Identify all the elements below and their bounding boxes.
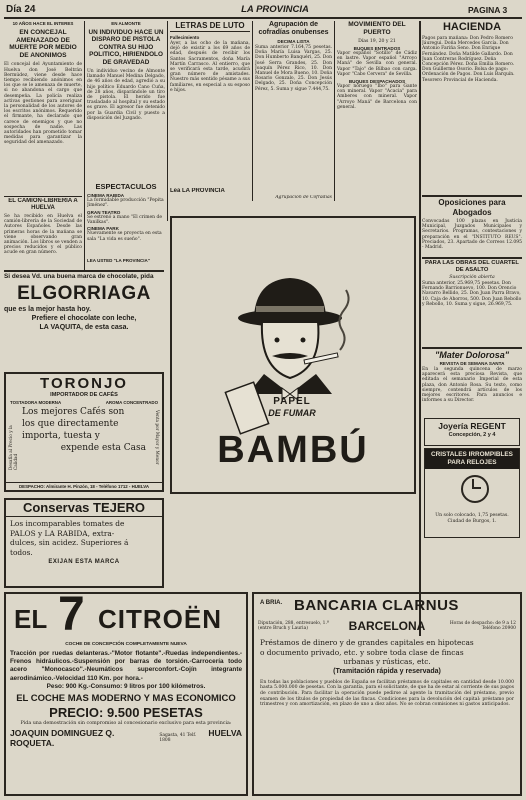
toronjo-side-right: Venta por Mayor y Menor [155, 410, 160, 465]
toronjo-message-line: importa, tuesta y [22, 431, 100, 441]
espectaculos [87, 182, 165, 268]
citroen-features: Tracción por ruedas delanteras.-"Motor flotante".-Ruedas independientes.-Frenos hidráulicos.-Suspensión por barras de torsión.-Carrocería todo acero "Monocasco".-Neumáticos superconfort.-Cojín integrante aerodinámico.-Velocidad 110 Km. por hora.- [10, 650, 242, 682]
clarnus-line: (Tramitación rápida y reservada) [333, 667, 441, 675]
col1-divider [4, 196, 82, 197]
header-day: Día 24 [6, 4, 36, 15]
header-page-number: PAGINA 3 [468, 5, 508, 15]
cofradias-body: Suma anterior 7.164,75 pesetas. Doña María Luisa Vargas, 25. Don Humberto Banquéri, 25. Don José Serra Grandes, 25. Don Joaquín Pérez Rico, 10. Don Manuel de Mora Bueno, 10. Doña Rosario Gonzalo, 25. Don Jesús Delgado, 25. Doña Concepción Pérez, 5. Suma y sigue 7.444,75. [255, 45, 332, 92]
article-camion [4, 198, 82, 268]
right-rule-1 [422, 195, 522, 197]
cristales-banner: CRISTALES IRROMPIBLES PARA RELOJES [425, 449, 519, 469]
listing-venue: CINEMA RABIDA [87, 193, 125, 198]
toronjo-brand: TORONJO [40, 375, 128, 392]
elgorriaga-top-rule [4, 270, 164, 272]
header-masthead: LA PROVINCIA [241, 4, 309, 15]
obras-body: Suma anterior, 25.969,75 pesetas. Don Fernando Barrionuevo, 100. Don Orencio Navarro Bellido, 25. Don Juan Parra Bravo, 10. Caja de Ahorros, 500. Don Juan Rebollo y Rebollo, 10. Suma y sigue, 26.969,75. [422, 281, 522, 307]
joyeria-name: Joyería REGENT [438, 421, 506, 431]
toronjo-left: TOSTADORA MODERNA [10, 400, 62, 405]
cristales-price: Un solo colocado, 1,75 pesetas. [435, 513, 509, 518]
puerto-heading: MOVIMIENTO DEL PUERTO [348, 21, 406, 36]
article-headline-2: EL CAMION-LIBRERIA A HUELVA [8, 198, 78, 211]
bambu-line2: DE FUMAR [268, 408, 316, 418]
oposiciones [422, 198, 522, 256]
clarnus-address-line [254, 616, 520, 636]
elgorriaga-line2: que es la mejor hasta hoy. [4, 306, 92, 313]
toronjo-message-line: expende esta Casa [60, 443, 146, 453]
article-puerto [337, 21, 417, 201]
elgorriaga-line3: Prefiere el chocolate con leche, [31, 315, 137, 322]
clarnus-line: urbanas y rústicas, etc. [343, 657, 431, 667]
luto-subheading: Fallecimiento [170, 35, 200, 40]
article-almonte [87, 21, 165, 181]
puerto-despachados-body: Vapor noruego "Ibo" para Gante con mineral. Vapor "Acacia" para Amberes con mineral. Vapor "Arroyo Maná" de Barcelona con general. [337, 84, 417, 110]
citroen-weight: Peso: 900 Kg.-Consumo: 9 litros por 100 kilómetros. [46, 682, 206, 690]
oposiciones-heading: Oposiciones para Abogados [438, 198, 506, 217]
citroen-price: PRECIO: 9.500 PESETAS [49, 705, 203, 721]
citroen-brand: CITROËN [98, 604, 222, 634]
listing-text: Nuevamente se proyecta en esta sala "La vida es sueño". [87, 231, 162, 242]
col-divider-5 [419, 21, 421, 636]
watch-icon [461, 475, 489, 503]
mater-body: En la segunda quincena de marzo aparecerá esta preciosa Revista, que editada el semanario Imperial de esta plaza, don Antonio Rosa. Su texto, como siempre, contendrá artículos de los mejores escritores. Para anuncios e informes a su Director. [422, 367, 522, 404]
col-divider-2 [167, 21, 168, 221]
col-divider-1 [84, 21, 85, 271]
col2-signature: LEA USTED "LA PROVINCIA" [87, 258, 150, 263]
listing-venue: GRAN TEATRO [87, 209, 121, 215]
cofradias-subheading: DECIMA LISTA [277, 39, 310, 44]
clarnus-body: En todas las poblaciones y pueblos de España se facilitan préstamos de capitales en cantidad desde 10.000 hasta 5.000.000 de pesetas. Con la garantía, para el solicitante, de que ha de estar al corriente de sus pagos de contribución. Para facilitar la operación puede pedirse al agente la tramitación del préstamo, previo examen de los títulos de propiedad de las fincas. Condiciones para la devolución del capital: préstamo por trimestres y con amortización, en plazo de uno a diez años. No se cobran comisiones ni gastos anticipados. [260, 679, 514, 708]
smoke [339, 290, 348, 350]
article-kicker: 10 AÑOS HACE EL INTERES [12, 21, 74, 26]
clarnus-city: BARCELONA [348, 619, 426, 633]
article-headline: UN INDIVIDUO HACE UN DISPARO DE PISTOLA CONTRA SU HIJO POLITICO, HIRIENDOLO DE GRAVEDAD [88, 29, 164, 66]
face [262, 322, 319, 378]
elgorriaga-line4: LA VAQUITA, de esta casa. [39, 324, 129, 331]
col-divider-4 [334, 21, 335, 201]
eye [275, 338, 280, 343]
header-rule [4, 17, 522, 19]
obras-heading: PARA LAS OBRAS DEL CUARTEL DE ASALTO [425, 260, 519, 273]
col-divider-3 [252, 21, 253, 201]
toronjo-right: AROMA CONCENTRADO [105, 400, 158, 405]
clarnus-header [254, 594, 520, 616]
listing-text: La formidable producción "Pepita Jiménez". [87, 198, 164, 209]
right-rule-3 [422, 347, 522, 349]
toronjo-message [6, 406, 162, 454]
joyeria-address: Concepción, 2 y 4 [448, 432, 496, 438]
tejero-brand: Conservas TEJERO [6, 500, 162, 517]
elgorriaga-brand: ELGORRIAGA [17, 283, 151, 304]
article-concejal [4, 21, 82, 209]
citroen-note: Pida una demostración sin compromiso al concesionario exclusivo para esta provincia: [20, 721, 232, 727]
clarnus-ad [252, 592, 522, 796]
citroen-dealer: JOAQUIN DOMINGUEZ Q. ROQUETA. [10, 728, 115, 749]
cofradias-signature: Agrupación de Cofradías [275, 195, 332, 200]
puerto-dates: Días 19, 20 y 21 [358, 39, 396, 44]
toronjo-message-line: Los mejores Cafés son [22, 407, 125, 417]
clarnus-prefix: A BRIA. [260, 600, 283, 606]
hat-band [256, 306, 324, 312]
clarnus-left: Diputación, 288, entresuelo, 1.ª (entre Bruch y Lauria) [258, 620, 329, 631]
watch-hand [473, 487, 481, 489]
toronjo-footer: DESPACHO: Almirante H. Pinzón, 18 - Teléfono 1712 - HUELVA [6, 482, 162, 489]
clarnus-line: Préstamos de dinero y de grandes capitales en hipotecas [260, 638, 474, 647]
article-body-2: Se ha recibido en Huelva el camión-librería de la Sociedad de Autores Españoles. Desde las primeras horas de la mañana se viene observando gran animación. Los libros se venden a precios reducidos y el público acude en gran número. [4, 214, 82, 256]
hacienda-body: Pagos para mañana: Don Pedro Romero Jáuregui. Doña Mercedes García. Don Antonio Fariña Seno. Don Enrique Fernández. Doña Matilde Gallardo. Don Juan Contreras Rodríguez. Doña Concepción Pérez. Doña Emilia Romero. Don Guillermo Osorio. Bolsa de pago: Ordenación de Pagos. Don Luis Barquín. Tesorero Provincial de Hacienda. [422, 36, 515, 83]
toronjo-ad [4, 372, 164, 492]
citroen-dealer-address: Sagasta, 41 Telf. 1808 [159, 733, 197, 744]
luto-heading: LETRAS DE LUTO [170, 21, 250, 32]
hacienda-heading: HACIENDA [442, 21, 502, 33]
toronjo-side-left: Desafía al Precio y la Calidad [8, 425, 18, 470]
article-luto [170, 21, 250, 196]
clarnus-right: Horas de despacho: de 9 a 12 Teléfono 20900 [449, 620, 516, 631]
mater-heading: "Mater Dolorosa" [434, 350, 510, 360]
citroen-ad [4, 592, 248, 796]
mater-subheading: REVISTA DE SEMANA SANTA [439, 361, 505, 366]
bambu-ad [170, 216, 416, 494]
article-cofradias [255, 21, 332, 201]
article-body: Un individuo vecino de Almonte llamado Manuel Medina Delgado, de 46 años de edad, agredió a su hijo político Eduardo Cano Cuña, de 28 años, disparándole un tiro de pistola. El herido fue trasladado al hospital y su estado es grave. El agresor fue detenido por la Guardia Civil y puesto a disposición del Juzgado. [87, 69, 165, 121]
citroen-dealer-line [6, 727, 246, 749]
clarnus-brand: BANCARIA CLARNUS [294, 597, 459, 614]
article-body: El concejal del Ayuntamiento de Huelva don José Beltrán Bermúdez, viene desde hace tiempo recibiendo anónimos en los que se le amenaza de muerte, si no abandona el cargo que desempeña. La policía realiza activas gestiones para averiguar la personalidad de los autores de los escritos anónimos. Requerido el firmante, ha declarado que carece de enemigos y que no sospecha de nadie. Las autoridades han prometido tomar medidas para garantizar la seguridad del amenazado. [4, 62, 82, 146]
hacienda [422, 21, 522, 196]
toronjo-tagline: IMPORTADOR DE CAFÉS [50, 392, 118, 398]
elgorriaga-line1: Si desea Vd. una buena marca de chocolate, pida [4, 273, 154, 280]
article-kicker: EN ALMONTE [111, 21, 141, 26]
tejero-line: PALOS y LA RABIDA, extra- [10, 528, 115, 538]
article-headline: EN CONCEJAL AMENAZADO DE MUERTE POR MEDIO DE ANONIMOS [9, 29, 77, 59]
watch-illustration [425, 469, 519, 513]
tejero-ad [4, 498, 164, 588]
citroen-seven: 7 [58, 592, 85, 641]
obras-cuartel [422, 260, 522, 346]
cristales-ad [424, 448, 520, 538]
clarnus-main [254, 636, 520, 678]
cristales-address: Ciudad de Burgos, 1. [447, 519, 497, 524]
tejero-line: dulces, sin acidez. Superiores á [10, 538, 129, 547]
joyeria-regent-ad [424, 418, 520, 446]
toronjo-message-line: los que directamente [22, 419, 119, 429]
right-rule-2 [422, 257, 522, 259]
tejero-line: todos. [10, 547, 33, 557]
eye [301, 338, 306, 343]
listing-venue: CINEMA PARK [87, 226, 119, 232]
mater-dolorosa [422, 350, 522, 416]
elgorriaga-ad [4, 273, 164, 353]
citroen-city: HUELVA [208, 728, 242, 739]
citroen-headline [6, 594, 246, 640]
citroen-slogan: EL COCHE MAS MODERNO Y MAS ECONOMICO [16, 693, 236, 705]
puerto-entrados-heading: BUQUES ENTRADOS [353, 46, 401, 51]
luto-body: Ayer, a las ocho de la mañana, dejó de existir a los 69 años de edad, después de recibir los Santos Sacramentos, doña María Martín Carrasco. Al entierro, que se verificará esta tarde, acudirá gran número de amistades. Nuestro más sentido pésame a sus familiares, en especial a su esposo e hijos. [170, 41, 250, 93]
tejero-body [6, 517, 162, 568]
oposiciones-body: Convocadas 100 plazas en Justicia Municipal, Juzgados Municipales y Secretarios. Programas, contestaciones y preparación en el "INSTITUTO REUS". Preciados, 23. Apartado de Correos 12.095 - Madrid. [422, 219, 522, 251]
cofradias-heading: Agrupación de cofradías onubenses [258, 21, 329, 36]
puerto-despachados-heading: BUQUES DESPACHADOS [348, 79, 406, 85]
clarnus-line: o documento privado, etc. y sobre toda clase de fincas [260, 647, 464, 657]
bambu-line1: PAPEL [273, 396, 311, 407]
lea-la-provincia: Lea LA PROVINCIA [170, 188, 225, 194]
espectaculos-heading: ESPECTACULOS [95, 182, 157, 191]
tejero-line: Los incomparables tomates de [10, 519, 125, 528]
citroen-el: EL [14, 604, 48, 634]
citroen-subtitle: COCHE DE CONCEPCIÓN COMPLETAMENTE NUEVA [65, 642, 187, 647]
obras-subheading: Suscripción abierta [449, 275, 495, 280]
listing-text: Se estrenó a mano "El crimen de Vanilkas". [87, 214, 163, 226]
puerto-entrados-body: Vapor español "Sotillo" de Cádiz en lastre. Vapor español "Arroyo Maná" de Sevilla con general. Vapor "Tajo" de Bilbao con carga. Vapor "Cabo Cervera" de Sevilla. [337, 51, 417, 77]
bambu-brand: BAMBÚ [217, 429, 369, 471]
tejero-exijan: EXIJAN ESTA MARCA [48, 559, 120, 565]
